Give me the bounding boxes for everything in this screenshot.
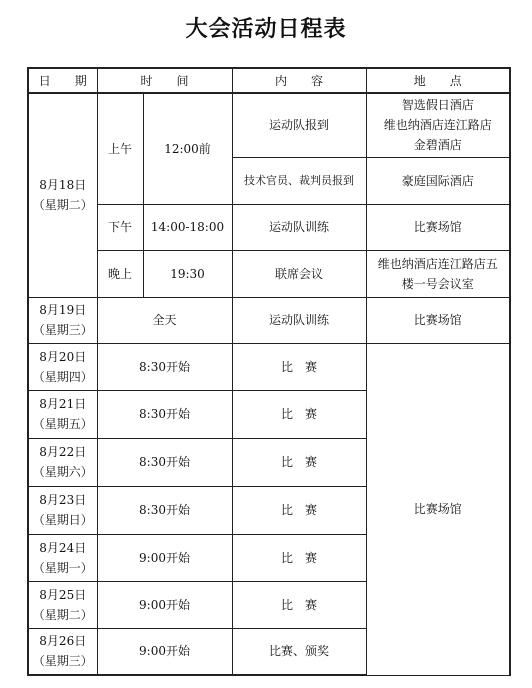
page-title: 大会活动日程表 <box>185 17 347 42</box>
place-cell: 比赛场馆 <box>366 297 510 343</box>
place-cell: 比赛场馆 <box>366 204 510 250</box>
date-cell <box>28 93 97 297</box>
period-label: 上午 <box>97 93 143 204</box>
date-cell <box>28 390 97 438</box>
time-cell: 9:00开始 <box>97 581 232 628</box>
schedule-table <box>27 67 511 676</box>
date-label: 8月23日 <box>39 493 87 507</box>
time-cell: 8:30开始 <box>97 390 232 438</box>
date-cell <box>28 581 97 628</box>
content-cell: 比 赛 <box>232 581 366 628</box>
time-cell: 9:00开始 <box>97 534 232 581</box>
content-cell: 比 赛 <box>232 343 366 390</box>
period-label: 晚上 <box>97 250 143 297</box>
weekday-label: （星期六） <box>32 465 93 479</box>
date-cell <box>28 628 97 675</box>
header-time: 时 间 <box>97 68 232 93</box>
content-cell: 比 赛 <box>232 438 366 486</box>
header-row <box>28 68 510 93</box>
place-cell <box>366 93 510 157</box>
place-line: 维也纳酒店连江路店五 <box>377 256 498 271</box>
weekday-label: （星期三） <box>32 323 93 337</box>
time-cell: 8:30开始 <box>97 438 232 486</box>
date-cell <box>28 486 97 534</box>
date-label: 8月20日 <box>39 349 87 364</box>
weekday-label: （星期日） <box>32 513 93 527</box>
place-cell: 豪庭国际酒店 <box>366 157 510 204</box>
table-row <box>28 250 510 297</box>
period-label: 下午 <box>97 204 143 250</box>
time-cell: 9:00开始 <box>97 628 232 675</box>
header-date: 日 期 <box>28 68 97 93</box>
place-line: 楼一号会议室 <box>401 276 474 291</box>
date-label: 8月24日 <box>39 540 87 555</box>
weekday-label: （星期三） <box>32 654 93 669</box>
table-row <box>28 93 510 157</box>
date-label: 8月19日 <box>39 303 87 317</box>
weekday-label: （星期一） <box>32 560 93 575</box>
date-label: 8月26日 <box>39 634 87 649</box>
date-label: 8月25日 <box>39 587 87 602</box>
content-cell: 比 赛 <box>232 534 366 581</box>
header-place: 地 点 <box>366 68 510 93</box>
place-line: 金碧酒店 <box>413 138 462 153</box>
place-cell <box>366 250 510 297</box>
time-cell: 8:30开始 <box>97 486 232 534</box>
weekday-label: （星期二） <box>32 198 93 213</box>
time-cell: 全天 <box>97 297 232 343</box>
date-cell <box>28 343 97 390</box>
date-label: 8月18日 <box>39 178 87 193</box>
date-cell <box>28 297 97 343</box>
date-cell <box>28 438 97 486</box>
date-cell <box>28 534 97 581</box>
match-place-cell: 比赛场馆 <box>366 343 510 675</box>
content-cell: 技术官员、裁判员报到 <box>232 157 366 204</box>
content-cell: 比赛、颁奖 <box>232 628 366 675</box>
table-row <box>28 297 510 343</box>
content-cell: 比 赛 <box>232 486 366 534</box>
table-row <box>28 343 510 390</box>
weekday-label: （星期四） <box>32 369 93 384</box>
time-cell: 12:00前 <box>143 93 232 204</box>
time-cell: 19:30 <box>143 250 232 297</box>
content-cell: 运动队训练 <box>232 204 366 250</box>
content-cell: 联席会议 <box>232 250 366 297</box>
place-line: 智选假日酒店 <box>401 98 474 113</box>
date-label: 8月21日 <box>39 397 87 411</box>
table-row <box>28 204 510 250</box>
place-line: 维也纳酒店连江路店 <box>383 118 492 133</box>
weekday-label: （星期二） <box>32 607 93 622</box>
header-content: 内 容 <box>232 68 366 93</box>
date-label: 8月22日 <box>39 445 87 459</box>
content-cell: 运动队报到 <box>232 93 366 157</box>
time-cell: 8:30开始 <box>97 343 232 390</box>
content-cell: 运动队训练 <box>232 297 366 343</box>
time-cell: 14:00-18:00 <box>143 204 232 250</box>
weekday-label: （星期五） <box>32 417 93 431</box>
content-cell: 比 赛 <box>232 390 366 438</box>
